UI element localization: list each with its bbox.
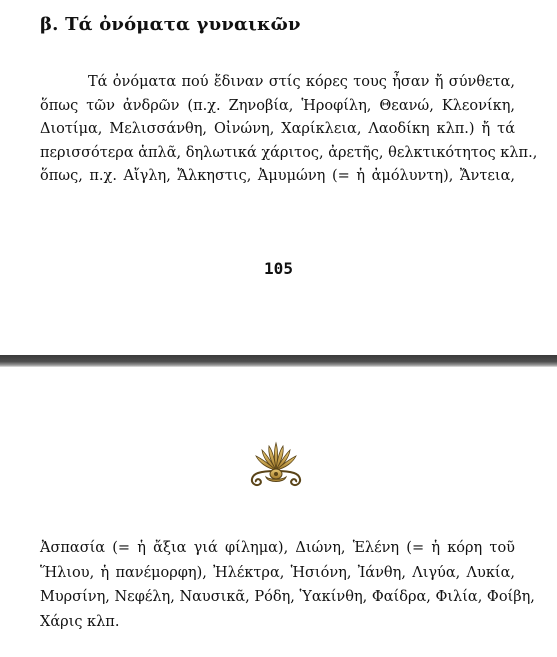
text-line: Χάρις κλπ. [40,613,120,630]
text-line: ὅπως, π.χ. Αἴγλη, Ἄλκηστις, Ἀμυμώνη (= ἡ ἀμόλυντη), Ἄντεια, [40,168,515,184]
text-line: Μυρσίνη, Νεφέλη, Ναυσικᾶ, Ρόδη, Ὑακίνθη, Φαίδρα, Φιλία, Φοίβη, [40,589,535,605]
bottom-paragraph [40,537,535,635]
text-line: Ἥλιου, ἡ πανέμορφη), Ἠλέκτρα, Ἡσιόνη, Ἰάνθη, Λιγύα, Λυκία, [40,564,515,581]
text-line: Ἀσπασία (= ἡ ἄξια γιά φίλημα), Διώνη, Ἑλένη (= ἡ κόρη τοῦ [40,540,515,556]
text-line: Τά ὀνόματα πού ἔδιναν στίς κόρες τους ἦσαν ἤ σύνθετα, [88,74,515,90]
top-paragraph [40,71,538,189]
text-line: περισσότερα ἁπλᾶ, δηλωτικά χάριτος, ἀρετῆς, θελκτικότητος κλπ., [40,144,538,161]
page-separator [0,355,557,367]
text-line: Διοτίμα, Μελισσάνθη, Οἰνώνη, Χαρίκλεια, Λαοδίκη κλπ.) ἤ τά [40,121,515,137]
section-heading: β. Τά ὀνόματα γυναικῶν [40,14,301,35]
page-number: 105 [264,259,293,278]
anthemion-ornament-icon [244,440,308,488]
text-line: ὅπως τῶν ἀνδρῶν (π.χ. Ζηνοβία, Ἡροφίλη, Θεανώ, Κλεονίκη, [40,97,515,114]
